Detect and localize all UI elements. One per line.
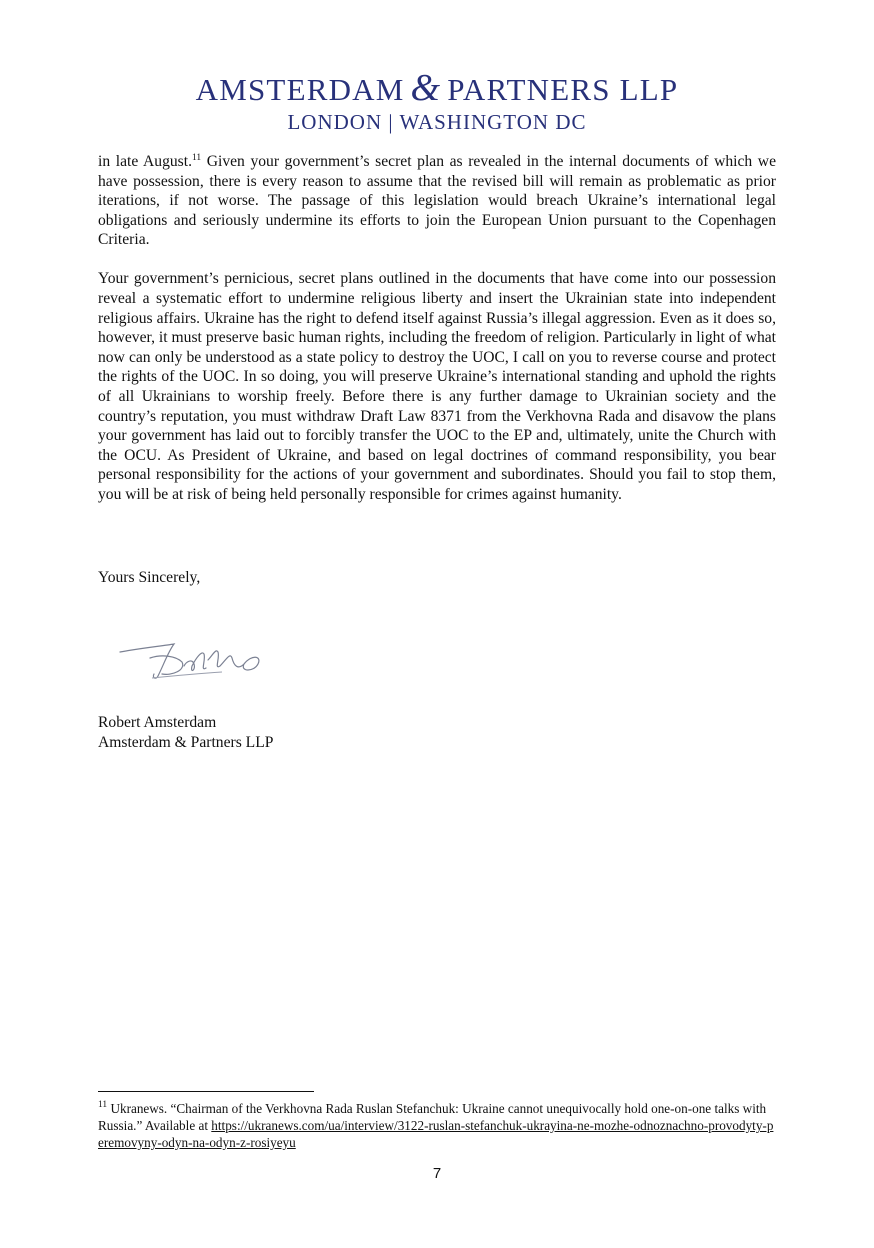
- footnote-ref[interactable]: 11: [191, 153, 202, 163]
- signer-firm: Amsterdam & Partners LLP: [98, 734, 274, 751]
- letterhead-cities: LONDON | WASHINGTON DC: [287, 110, 587, 134]
- firm-name-part2: PARTNERS LLP: [447, 72, 679, 107]
- letterhead-firm-name: [0, 66, 874, 110]
- signature-block: [98, 713, 273, 753]
- paragraph-1-rest: Given your government’s secret plan as revealed in the internal documents of which we have possession, there is every reason to assume that the revised bill will remain as problematic as prior iterations, if not worse. The passage of this legislation would breach Ukraine’s international legal obligations and seriously undermine its efforts to join the European Union pursuant to the Copenhagen Criteria.: [98, 153, 776, 249]
- paragraph-1: [98, 152, 776, 250]
- firm-name-part1: AMSTERDAM: [195, 72, 405, 107]
- signer-name: Robert Amsterdam: [98, 714, 217, 731]
- footnote-number: 11: [98, 1100, 108, 1110]
- paragraph-1-start: in late August.: [98, 153, 192, 170]
- footnote: [98, 1100, 778, 1151]
- page-number: 7: [432, 1165, 442, 1182]
- closing: Yours Sincerely,: [98, 569, 201, 586]
- handwritten-signature: [112, 630, 272, 690]
- letter-body: [98, 152, 776, 524]
- footnote-divider: [98, 1091, 314, 1092]
- footnote-text: Ukranews. “Chairman of the Verkhovna Rada Ruslan Stefanchuk: Ukraine cannot unequivocally hold one-on-one talks with Russia.” Available at: [98, 1101, 767, 1133]
- ampersand: &: [410, 67, 442, 109]
- footnote-link[interactable]: https://ukranews.com/ua/interview/3122-ruslan-stefanchuk-ukrayina-ne-mozhe-odnoznachno-provodyty-peremovyny-odyn-na-odyn-z-rosiyeyu: [98, 1118, 774, 1150]
- paragraph-2: Your government’s pernicious, secret plans outlined in the documents that have come into our possession reveal a systematic effort to undermine religious liberty and insert the Ukrainian state into independent religious affairs. Ukraine has the right to defend itself against Russia’s illegal aggression. Even as it does so, however, it must preserve basic human rights, including the freedom of religion. Particularly in light of what now can only be understood as a state policy to destroy the UOC, I call on you to reverse course and protect the rights of the UOC. In so doing, you will preserve Ukraine’s international standing and uphold the rights of all Ukrainians to worship freely. Before there is any further damage to Ukrainian society and the country’s reputation, you must withdraw Draft Law 8371 from the Verkhovna Rada and disavow the plans your government has laid out to forcibly transfer the UOC to the EP and, ultimately, unite the Church with the OCU. As President of Ukraine, and based on legal doctrines of command responsibility, you bear personal responsibility for the actions of your government and subordinates. Should you fail to stop them, you will be at risk of being held personally responsible for crimes against humanity.: [98, 270, 776, 503]
